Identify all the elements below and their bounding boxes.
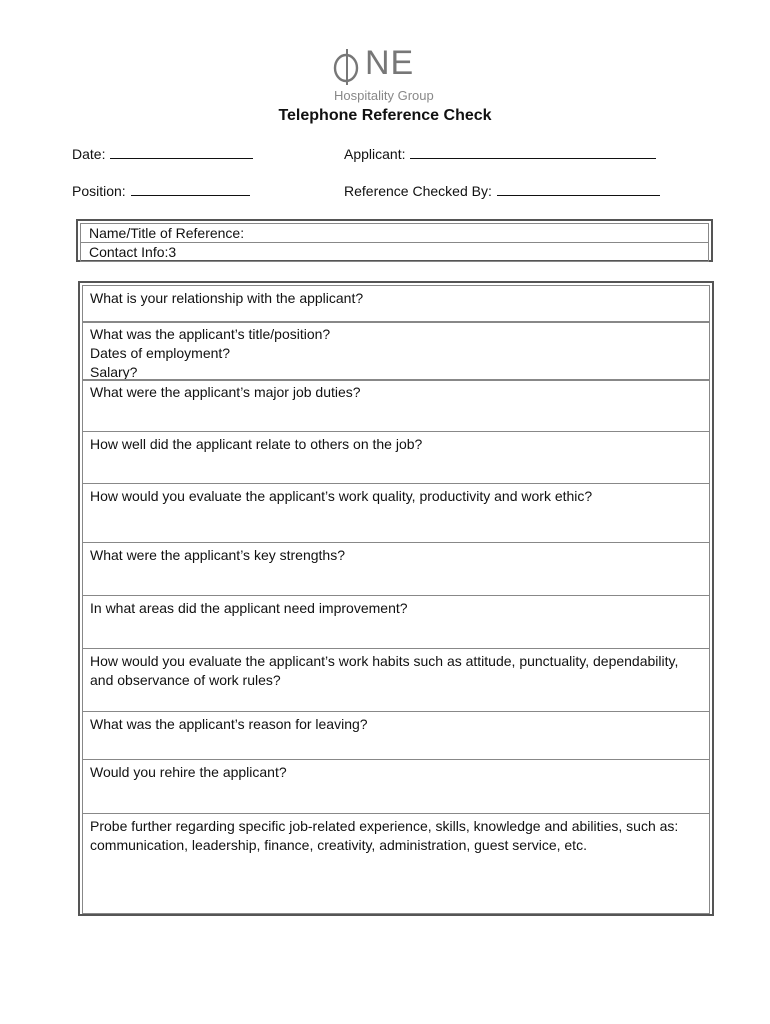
question-row[interactable] [82, 813, 710, 914]
question-text: and observance of work rules? [90, 672, 281, 688]
logo-o-mark-icon [332, 47, 362, 87]
question-text: Would you rehire the applicant? [90, 764, 287, 780]
applicant-field [344, 145, 656, 163]
date-label: Date: [72, 146, 106, 162]
question-text: How well did the applicant relate to others on the job? [90, 436, 423, 452]
question-text: Salary? [90, 364, 138, 380]
question-text: What were the applicant’s key strengths? [90, 547, 345, 563]
reference-name-label: Name/Title of Reference: [89, 225, 245, 241]
question-row[interactable] [82, 379, 710, 432]
company-logo [332, 45, 440, 107]
position-label: Position: [72, 183, 126, 199]
position-blank[interactable] [131, 182, 250, 196]
question-row[interactable] [82, 711, 710, 760]
question-row[interactable] [82, 285, 710, 323]
question-row[interactable] [82, 648, 710, 712]
reference-name-row[interactable] [80, 223, 709, 243]
applicant-label: Applicant: [344, 146, 406, 162]
question-row[interactable] [82, 595, 710, 649]
questions-table [78, 281, 714, 916]
checked-by-label: Reference Checked By: [344, 183, 492, 199]
position-field [72, 182, 250, 200]
question-row[interactable] [82, 542, 710, 596]
question-text: In what areas did the applicant need improvement? [90, 600, 408, 616]
reference-contact-label: Contact Info:3 [89, 244, 177, 260]
logo-name: NE [365, 44, 415, 82]
checked-by-field [344, 182, 660, 200]
checked-by-blank[interactable] [497, 182, 660, 196]
question-text: How would you evaluate the applicant’s work quality, productivity and work ethic? [90, 488, 593, 504]
question-text: What is your relationship with the applicant? [90, 290, 364, 306]
question-row[interactable] [82, 759, 710, 814]
reference-contact-row[interactable] [80, 242, 709, 262]
question-text: What was the applicant’s title/position? [90, 326, 331, 342]
logo-subtitle: Hospitality Group [334, 88, 434, 103]
question-text: Probe further regarding specific job-related experience, skills, knowledge and abilities, such as: [90, 818, 679, 834]
question-row[interactable] [82, 483, 710, 543]
question-text: Dates of employment? [90, 345, 231, 361]
applicant-blank[interactable] [410, 145, 656, 159]
form-title: Telephone Reference Check [278, 107, 492, 124]
question-text: communication, leadership, finance, creativity, administration, guest service, etc. [90, 837, 587, 853]
reference-info-box [76, 219, 713, 262]
question-row[interactable] [82, 321, 710, 381]
question-row[interactable] [82, 431, 710, 484]
date-blank[interactable] [110, 145, 253, 159]
question-text: What were the applicant’s major job duties? [90, 384, 361, 400]
date-field [72, 145, 253, 163]
question-text: What was the applicant’s reason for leaving? [90, 716, 368, 732]
question-text: How would you evaluate the applicant’s work habits such as attitude, punctuality, dependability, [90, 653, 679, 669]
